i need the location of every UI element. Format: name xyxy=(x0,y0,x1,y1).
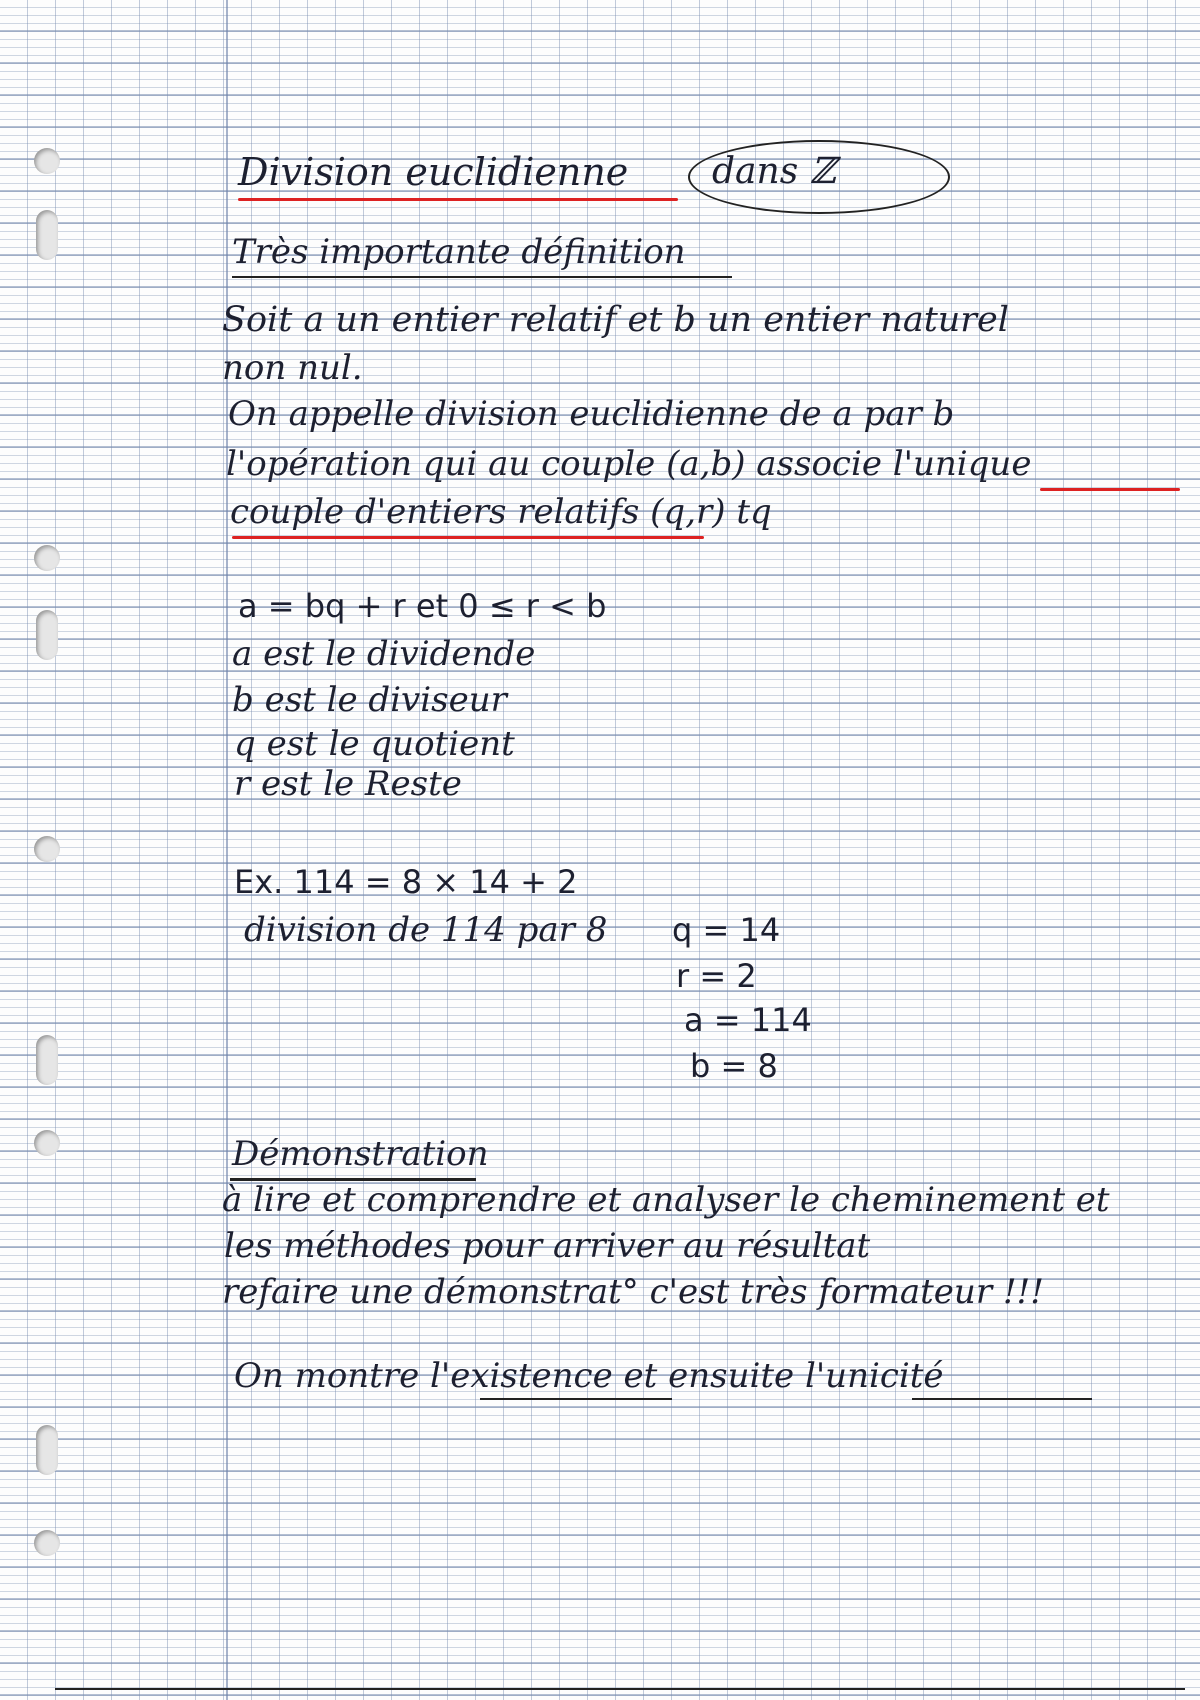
demonstration-heading: Démonstration xyxy=(232,1134,489,1174)
formula-equation: a = bq + r et 0 ≤ r < b xyxy=(238,587,607,625)
example-value-r: r = 2 xyxy=(676,957,757,995)
existence-underline xyxy=(480,1398,672,1400)
formula-term-2: b est le diviseur xyxy=(232,680,507,720)
title-scope-text: dans ℤ xyxy=(712,151,836,192)
demonstration-line-4: On montre l'existence et ensuite l'unicité xyxy=(234,1356,944,1396)
title-underline xyxy=(238,198,678,201)
binder-hole xyxy=(34,836,60,862)
couple-underline xyxy=(232,536,704,539)
example-line-2: division de 114 par 8 xyxy=(244,910,608,950)
binder-hole xyxy=(34,148,60,174)
unique-underline xyxy=(1040,488,1180,491)
unicite-underline xyxy=(912,1398,1092,1400)
example-value-a: a = 114 xyxy=(684,1001,812,1039)
binder-hole xyxy=(36,1035,58,1085)
binder-hole xyxy=(34,1530,60,1556)
example-value-q: q = 14 xyxy=(672,911,781,949)
formula-term-4: r est le Reste xyxy=(234,764,462,804)
definition-line-5: couple d'entiers relatifs (q,r) tq xyxy=(230,492,772,532)
intro-underline xyxy=(232,276,732,278)
binder-hole xyxy=(36,610,58,660)
margin-line xyxy=(226,0,228,1700)
definition-line-4: l'opération qui au couple (a,b) associe l'unique xyxy=(226,444,1032,484)
formula-term-3: q est le quotient xyxy=(234,724,515,764)
title-scope xyxy=(712,152,836,192)
demonstration-line-2: les méthodes pour arriver au résultat xyxy=(224,1226,871,1266)
binder-hole xyxy=(36,210,58,260)
demonstration-line-1: à lire et comprendre et analyser le cheminement et xyxy=(222,1180,1110,1220)
formula-term-1: a est le dividende xyxy=(232,634,536,674)
example-line-1: Ex. 114 = 8 × 14 + 2 xyxy=(234,863,578,901)
binder-hole xyxy=(34,545,60,571)
binder-hole xyxy=(36,1425,58,1475)
definition-line-1: Soit a un entier relatif et b un entier naturel xyxy=(222,300,1009,340)
page-bottom-edge xyxy=(55,1688,1185,1690)
demonstration-line-3: refaire une démonstrat° c'est très formateur !!! xyxy=(222,1272,1044,1312)
intro-label: Très importante définition xyxy=(232,232,686,272)
example-value-b: b = 8 xyxy=(690,1047,778,1085)
definition-line-2: non nul. xyxy=(222,348,363,388)
binder-hole xyxy=(34,1130,60,1156)
definition-line-3: On appelle division euclidienne de a par b xyxy=(228,394,955,434)
page-title: Division euclidienne xyxy=(238,150,629,194)
